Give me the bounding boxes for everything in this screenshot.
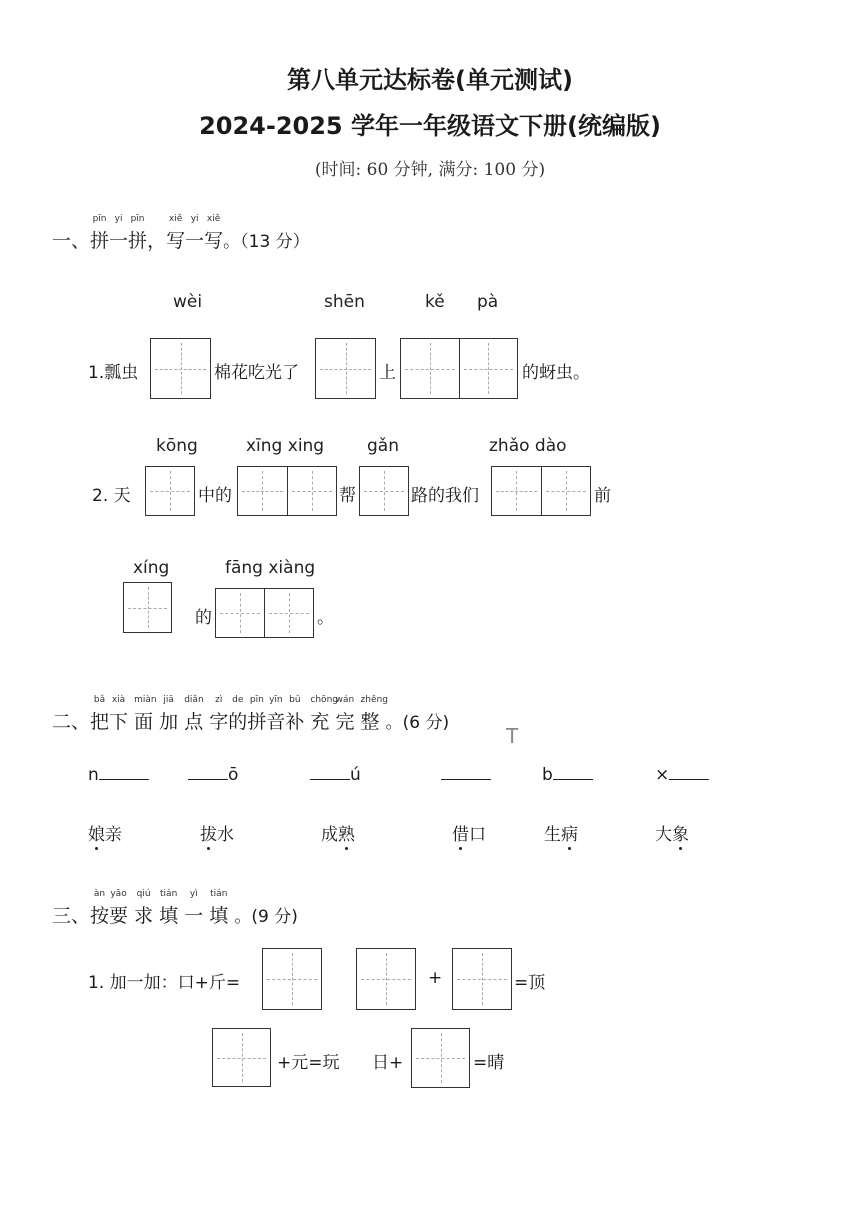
- heading-char-pinyin: bǔ: [289, 695, 301, 705]
- heading-char-pinyin: tián: [160, 889, 178, 899]
- heading-char-pinyin: àn: [93, 889, 106, 899]
- heading-char: [90, 889, 110, 928]
- writing-grid-xing[interactable]: [123, 582, 172, 633]
- heading-char: [109, 214, 129, 253]
- pinyin-wei: wèi: [173, 292, 203, 312]
- q2-text-zhongde: 中的: [198, 486, 232, 506]
- heading-char-pinyin: yi: [114, 214, 123, 224]
- word-daxiang: [655, 820, 689, 845]
- heading-char-pinyin: pīn: [130, 214, 145, 224]
- grid-cell[interactable]: [146, 467, 194, 515]
- pinyin-shen: shēn: [324, 292, 365, 312]
- heading-char-text: 求: [134, 905, 154, 927]
- heading-char-text: 一: [109, 230, 129, 252]
- heading-char-pinyin: tián: [210, 889, 228, 899]
- pinyin-blank-a[interactable]: [88, 765, 149, 785]
- pinyin-xing: xíng: [133, 558, 170, 578]
- section-2-heading: [52, 695, 450, 734]
- heading-char-pinyin: zhěng: [360, 695, 388, 705]
- blank-line[interactable]: [553, 765, 593, 780]
- section-3-heading: [52, 889, 298, 928]
- heading-char-pinyin: de: [232, 695, 244, 705]
- heading-char-pinyin: xiě: [168, 214, 183, 224]
- plus-sign: +: [428, 968, 443, 988]
- exam-time-score: (时间: 60 分钟, 满分: 100 分): [314, 160, 546, 180]
- blank-suffix: ú: [350, 765, 361, 785]
- heading-char: [166, 214, 186, 253]
- heading-char-text: 写: [166, 230, 186, 252]
- heading-char-text: 加: [159, 711, 179, 733]
- ri-plus: 日+: [372, 1053, 404, 1073]
- heading-char-text: 填: [209, 905, 229, 927]
- heading-char-pinyin: xià: [111, 695, 126, 705]
- heading-char-pinyin: pīn: [249, 695, 264, 705]
- heading-char-text: 拼: [128, 230, 148, 252]
- heading-char: [134, 889, 154, 928]
- q1-text-end: 的蚜虫。: [522, 363, 590, 383]
- heading-char: [360, 695, 388, 734]
- heading-char: [209, 889, 229, 928]
- heading-char-pinyin: xiě: [206, 214, 221, 224]
- word-char: 水: [217, 825, 234, 845]
- blank-line[interactable]: [441, 765, 491, 780]
- section-1-heading: [52, 214, 310, 253]
- heading-char-text: 下: [109, 711, 129, 733]
- heading-char: [159, 889, 179, 928]
- heading-char-pinyin: diǎn: [184, 695, 204, 705]
- section-2-number: 二、: [52, 711, 91, 733]
- pinyin-gan: gǎn: [367, 436, 399, 456]
- q1-text-start: 1.瓢虫: [88, 363, 139, 383]
- word-char: 大: [655, 825, 672, 845]
- grid-cell[interactable]: [287, 467, 337, 515]
- pinyin-fangxiang: fāng xiàng: [225, 558, 316, 578]
- heading-char: [209, 695, 229, 734]
- writing-grid-shen[interactable]: [315, 338, 376, 399]
- heading-char: [128, 214, 148, 253]
- heading-char-text: 写: [204, 230, 224, 252]
- q2-text-start: 2. 天: [92, 486, 131, 506]
- heading-char: [134, 695, 157, 734]
- writing-grid-ding-left[interactable]: [356, 948, 416, 1010]
- q2-text-de: 的: [195, 608, 212, 628]
- pinyin-blank-c[interactable]: [310, 765, 361, 785]
- heading-char: [184, 695, 204, 734]
- grid-cell[interactable]: [216, 589, 264, 637]
- section-3-score: 。(9 分): [234, 907, 298, 927]
- q2-text-bang: 帮: [339, 486, 356, 506]
- heading-char-text: 点: [184, 711, 204, 733]
- blank-line[interactable]: [188, 765, 228, 780]
- heading-char: [109, 889, 129, 928]
- heading-char: [109, 695, 129, 734]
- heading-char: [90, 695, 110, 734]
- heading-char-text: 补: [285, 711, 305, 733]
- grid-cell[interactable]: [459, 339, 518, 398]
- heading-char-pinyin: yì: [189, 889, 198, 899]
- heading-char: [285, 695, 305, 734]
- heading-char-pinyin: wán: [335, 695, 355, 705]
- word-bashui: [200, 820, 234, 845]
- heading-char-pinyin: miàn: [134, 695, 157, 705]
- grid-cell[interactable]: [360, 467, 408, 515]
- heading-char-text: 整: [360, 711, 380, 733]
- grid-cell[interactable]: [264, 589, 313, 637]
- grid-cell[interactable]: [541, 467, 591, 515]
- heading-char-text: 一: [184, 905, 204, 927]
- grid-cell[interactable]: [412, 1029, 469, 1087]
- heading-char-pinyin: qiú: [136, 889, 151, 899]
- title-line-1: 第八单元达标卷(单元测试): [287, 66, 573, 94]
- heading-char-text: 字: [209, 711, 229, 733]
- writing-grid-ding-right[interactable]: [452, 948, 512, 1010]
- heading-char-text: 填: [159, 905, 179, 927]
- grid-cell[interactable]: [124, 583, 171, 632]
- heading-char-text: 充: [310, 711, 330, 733]
- heading-char-pinyin: bǎ: [93, 695, 106, 705]
- heading-char-text: 的: [228, 711, 248, 733]
- heading-char: [185, 214, 205, 253]
- dotted-char: 象: [672, 820, 689, 845]
- grid-cell[interactable]: [401, 339, 459, 398]
- heading-char-text: 按: [90, 905, 110, 927]
- word-char: 生: [544, 825, 561, 845]
- heading-char: [228, 695, 248, 734]
- word-char: 亲: [105, 825, 122, 845]
- dotted-char: 病: [561, 820, 578, 845]
- grid-cell[interactable]: [357, 949, 415, 1009]
- heading-char-text: 面: [134, 711, 154, 733]
- heading-char: [335, 695, 355, 734]
- pinyin-kong: kōng: [156, 436, 198, 456]
- heading-char-text: 完: [335, 711, 355, 733]
- writing-grid-qing[interactable]: [411, 1028, 470, 1088]
- heading-char-text: 把: [90, 711, 110, 733]
- writing-grid-kepa[interactable]: [400, 338, 518, 399]
- q2-text-qian: 前: [594, 486, 611, 506]
- pinyin-xingxing: xīng xing: [246, 436, 325, 456]
- result-wan: +元=玩: [277, 1053, 340, 1073]
- word-chengshu: [321, 820, 355, 845]
- q1-text-middle: 棉花吃光了: [214, 363, 299, 383]
- section-3-number: 三、: [52, 905, 91, 927]
- blank-line[interactable]: [99, 765, 149, 780]
- heading-char-pinyin: zì: [215, 695, 223, 705]
- pinyin-ke: kě: [425, 292, 445, 312]
- word-shengbing: [544, 820, 578, 845]
- writing-grid-wei[interactable]: [150, 338, 211, 399]
- heading-char-text: 要: [109, 905, 129, 927]
- grid-cell[interactable]: [453, 949, 511, 1009]
- heading-char: [184, 889, 204, 928]
- grid-cell[interactable]: [151, 339, 210, 398]
- heading-char-text: 一: [185, 230, 205, 252]
- heading-char-text: 拼: [90, 230, 110, 252]
- pinyin-pa: pà: [477, 292, 499, 312]
- word-niangqin: [88, 820, 122, 845]
- heading-char-pinyin: yīn: [269, 695, 283, 705]
- word-jiekou: [452, 820, 486, 845]
- grid-cell[interactable]: [492, 467, 541, 515]
- dotted-char: 娘: [88, 820, 105, 845]
- heading-char: [204, 214, 224, 253]
- pinyin-blank-f[interactable]: [655, 765, 709, 785]
- writing-grid-gan[interactable]: [359, 466, 409, 516]
- section-2-score: 。(6 分): [385, 713, 450, 733]
- result-ding: =顶: [514, 973, 546, 993]
- grid-cell[interactable]: [238, 467, 287, 515]
- grid-cell[interactable]: [213, 1029, 270, 1086]
- grid-cell[interactable]: [316, 339, 375, 398]
- heading-char-text: 音: [266, 711, 286, 733]
- blank-prefix: n: [88, 765, 99, 785]
- pinyin-blank-e[interactable]: [542, 765, 593, 785]
- heading-char: [247, 695, 267, 734]
- writing-grid-wan[interactable]: [212, 1028, 271, 1087]
- result-qing: =晴: [473, 1053, 505, 1073]
- grid-cell[interactable]: [263, 949, 321, 1009]
- section-1-number: 一、: [52, 230, 91, 252]
- title-line-2: 2024-2025 学年一年级语文下册(统编版): [199, 112, 661, 140]
- dotted-char: 借: [452, 820, 469, 845]
- word-char: 成: [321, 825, 338, 845]
- writing-grid-zhaodao[interactable]: [491, 466, 591, 516]
- heading-char-pinyin: yi: [190, 214, 199, 224]
- heading-char-text: 拼: [247, 711, 267, 733]
- blank-prefix: ×: [655, 765, 670, 785]
- heading-comma: ，: [147, 230, 167, 252]
- q2-text-period: 。: [317, 608, 334, 628]
- handwritten-mark: T: [506, 724, 519, 748]
- heading-char: [310, 695, 338, 734]
- heading-char: [159, 695, 179, 734]
- q2-text-lude: 路的我们: [411, 486, 479, 506]
- dotted-char: 熟: [338, 820, 355, 845]
- blank-line[interactable]: [669, 765, 709, 780]
- pinyin-blank-d[interactable]: [441, 765, 491, 785]
- q1-text-shang: 上: [379, 363, 396, 383]
- heading-char-pinyin: jiā: [163, 695, 174, 705]
- blank-line[interactable]: [310, 765, 350, 780]
- section-1-score: 。（13 分）: [223, 232, 310, 252]
- pinyin-blank-b[interactable]: [188, 765, 238, 785]
- blank-prefix: b: [542, 765, 553, 785]
- heading-char: [266, 695, 286, 734]
- heading-char-pinyin: pīn: [92, 214, 107, 224]
- blank-suffix: ō: [228, 765, 239, 785]
- heading-char: [90, 214, 110, 253]
- heading-char-pinyin: chōng: [310, 695, 338, 705]
- dotted-char: 拔: [200, 820, 217, 845]
- writing-grid-kou-jin[interactable]: [262, 948, 322, 1010]
- writing-grid-kong[interactable]: [145, 466, 195, 516]
- q3-label: 1. 加一加：口+斤=: [88, 973, 241, 993]
- heading-char-pinyin: yāo: [110, 889, 127, 899]
- writing-grid-fangxiang[interactable]: [215, 588, 314, 638]
- pinyin-zhaodao: zhǎo dào: [489, 436, 567, 456]
- writing-grid-xingxing[interactable]: [237, 466, 337, 516]
- word-char: 口: [469, 825, 486, 845]
